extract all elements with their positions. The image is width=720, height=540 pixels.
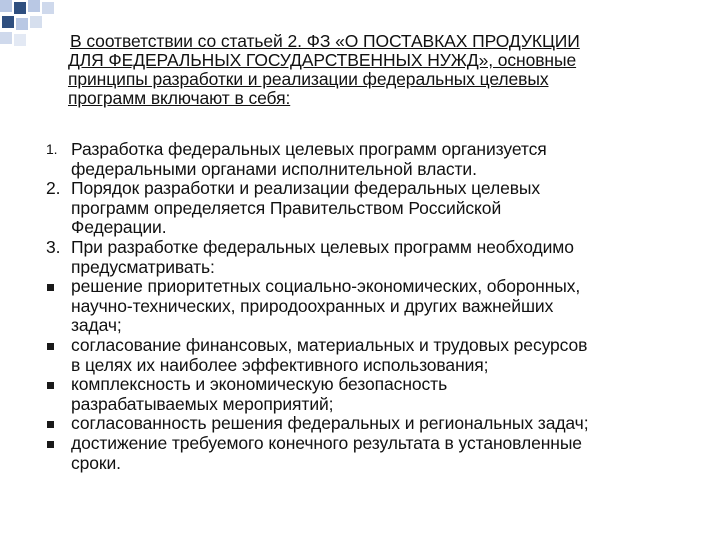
item-number: 2.: [46, 178, 61, 199]
item-text-line: При разработке федеральных целевых программ необходимо: [71, 236, 574, 257]
numbered-item-3: [47, 238, 687, 277]
square-bullet-icon: [47, 441, 54, 448]
bullet-item: [47, 434, 687, 473]
bullet-text-line: в целях их наиболее эффективного использования;: [71, 354, 489, 375]
content-body: [47, 140, 687, 473]
item-number: 1.: [46, 141, 58, 157]
bullet-item: [47, 277, 687, 336]
heading-line: В соответствии со статьей 2. ФЗ «О ПОСТАВКАХ ПРОДУКЦИИ: [70, 31, 580, 51]
bullet-text-line: достижение требуемого конечного результата в установленные: [71, 432, 582, 453]
square-bullet-icon: [47, 343, 54, 350]
numbered-item-1: [47, 140, 687, 179]
item-text-line: программ определяется Правительством Российской: [71, 197, 502, 218]
item-text-line: Федерации.: [71, 217, 167, 238]
heading-line: программ включают в себя:: [68, 88, 291, 108]
bullet-text-line: сроки.: [71, 452, 121, 473]
heading-line: принципы разработки и реализации федеральных целевых: [68, 69, 549, 89]
square-bullet-icon: [47, 284, 54, 291]
bullet-text-line: научно-технических, природоохранных и других важнейших: [71, 295, 554, 316]
heading-line: ДЛЯ ФЕДЕРАЛЬНЫХ ГОСУДАРСТВЕННЫХ НУЖД», основные: [68, 50, 577, 70]
bullet-text-line: решение приоритетных социально-экономических, оборонных,: [71, 276, 581, 297]
square-bullet-icon: [47, 382, 54, 389]
square-bullet-icon: [47, 421, 54, 428]
item-text-line: предусматривать:: [71, 256, 215, 277]
bullet-item: [47, 375, 687, 414]
numbered-item-2: [47, 179, 687, 238]
bullet-item: [47, 336, 687, 375]
bullet-text-line: задач;: [71, 315, 122, 336]
intro-heading: [68, 32, 668, 108]
bullet-text-line: комплексность и экономическую безопасность: [71, 374, 448, 395]
item-text-line: Порядок разработки и реализации федеральных целевых: [71, 178, 541, 199]
item-text-line: федеральными органами исполнительной власти.: [71, 158, 477, 179]
bullet-text-line: разрабатываемых мероприятий;: [71, 393, 334, 414]
item-number: 3.: [46, 236, 61, 257]
bullet-text-line: согласованность решения федеральных и региональных задач;: [71, 413, 589, 434]
bullet-item: [47, 414, 687, 434]
bullet-text-line: согласование финансовых, материальных и трудовых ресурсов: [71, 334, 588, 355]
decorative-squares: [0, 0, 60, 50]
item-text-line: Разработка федеральных целевых программ организуется: [71, 139, 547, 159]
